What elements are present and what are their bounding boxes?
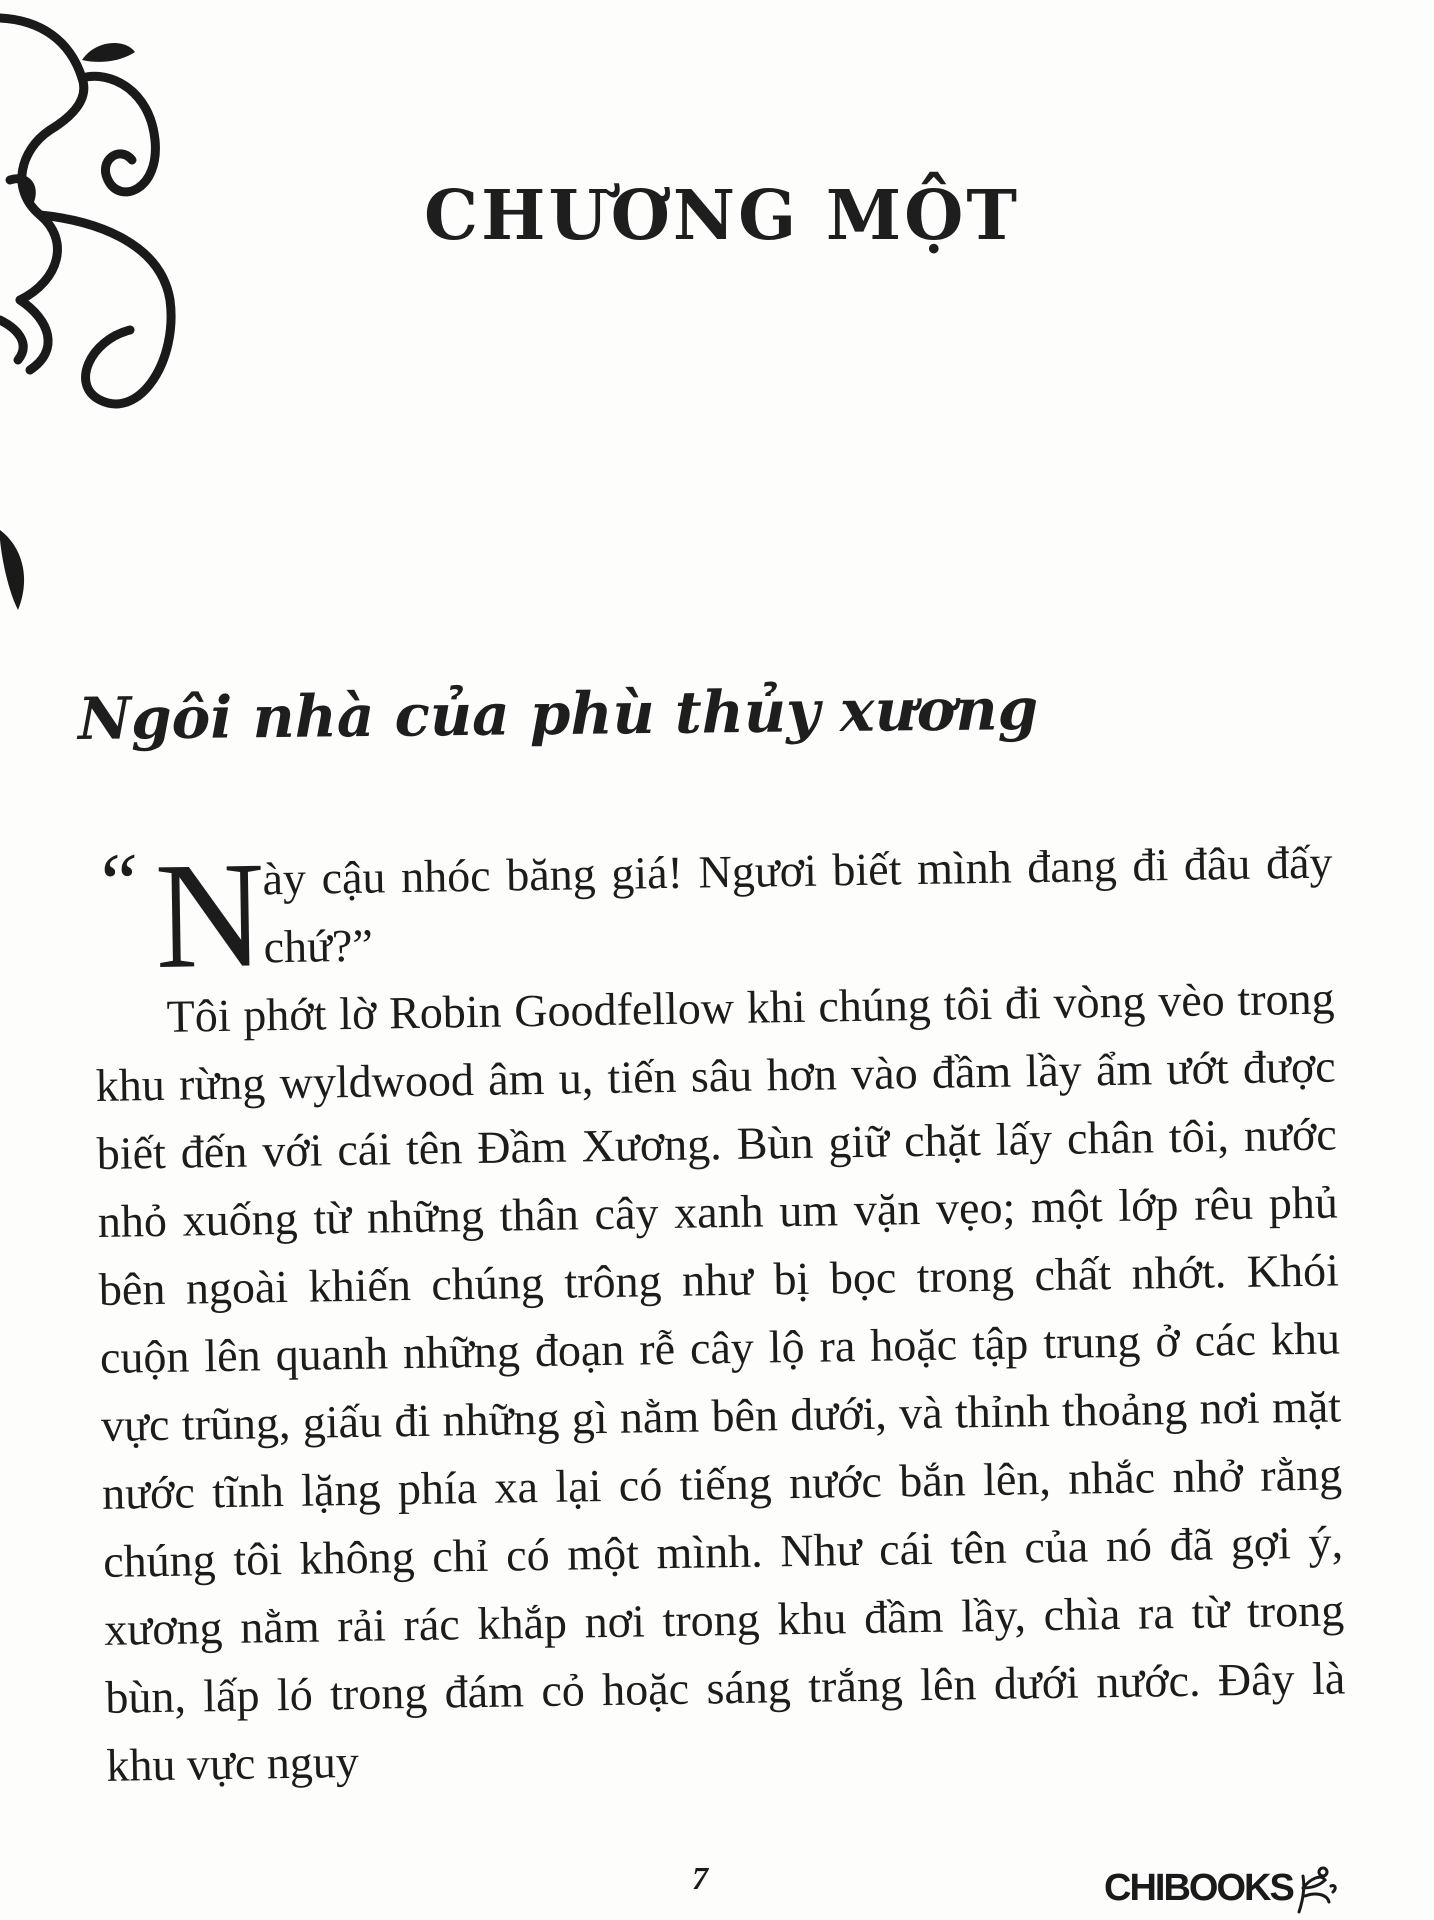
flourish-vine-icon	[0, 0, 200, 640]
drop-cap: N	[153, 830, 267, 1001]
fairy-mark-icon	[1293, 1866, 1339, 1916]
opening-quote-mark: “	[91, 836, 141, 930]
publisher-logo-text: CHIBOOKS	[1104, 1867, 1293, 1909]
body-paragraph: Tôi phớt lờ Robin Goodfellow khi chúng tôi đi vòng vèo trong khu rừng wyldwood âm u, tiến sâu hơn vào đầm lầy ẩm ướt được biết đến với cái tên Đầm Xương. Bùn giữ chặt lấy chân tôi, nước nhỏ xuống từ những thân cây xanh um vặn vẹo; một lớp rêu phủ bên ngoài khiến chúng trông như bị bọc trong chất nhớt. Khói cuộn lên quanh những đoạn rễ cây lộ ra hoặc tập trung ở các khu vực trũng, giấu đi những gì nằm bên dưới, và thỉnh thoảng nơi mặt nước tĩnh lặng phía xa lại có tiếng nước bắn lên, nhắc nhở rằng chúng tôi không chỉ có một mình. Như cái tên của nó đã gợi ý, xương nằm rải rác khắp nơi trong khu đầm lầy, chìa ra từ trong bùn, lấp ló trong đám cỏ hoặc sáng trắng lên dưới nước. Đây là khu vực nguy	[95, 972, 1346, 1791]
chapter-subtitle: Ngôi nhà của phù thủy xương	[77, 674, 1039, 754]
opening-paragraph-text: ày cậu nhóc băng giá! Ngươi biết mình đang đi đâu đấy chứ?”	[262, 836, 1333, 973]
chapter-title: CHƯƠNG MỘT	[424, 176, 1020, 256]
body-text	[92, 829, 1347, 1800]
page-number: 7	[692, 1860, 708, 1896]
publisher-logo	[1104, 1866, 1339, 1920]
opening-paragraph	[91, 829, 1334, 1001]
